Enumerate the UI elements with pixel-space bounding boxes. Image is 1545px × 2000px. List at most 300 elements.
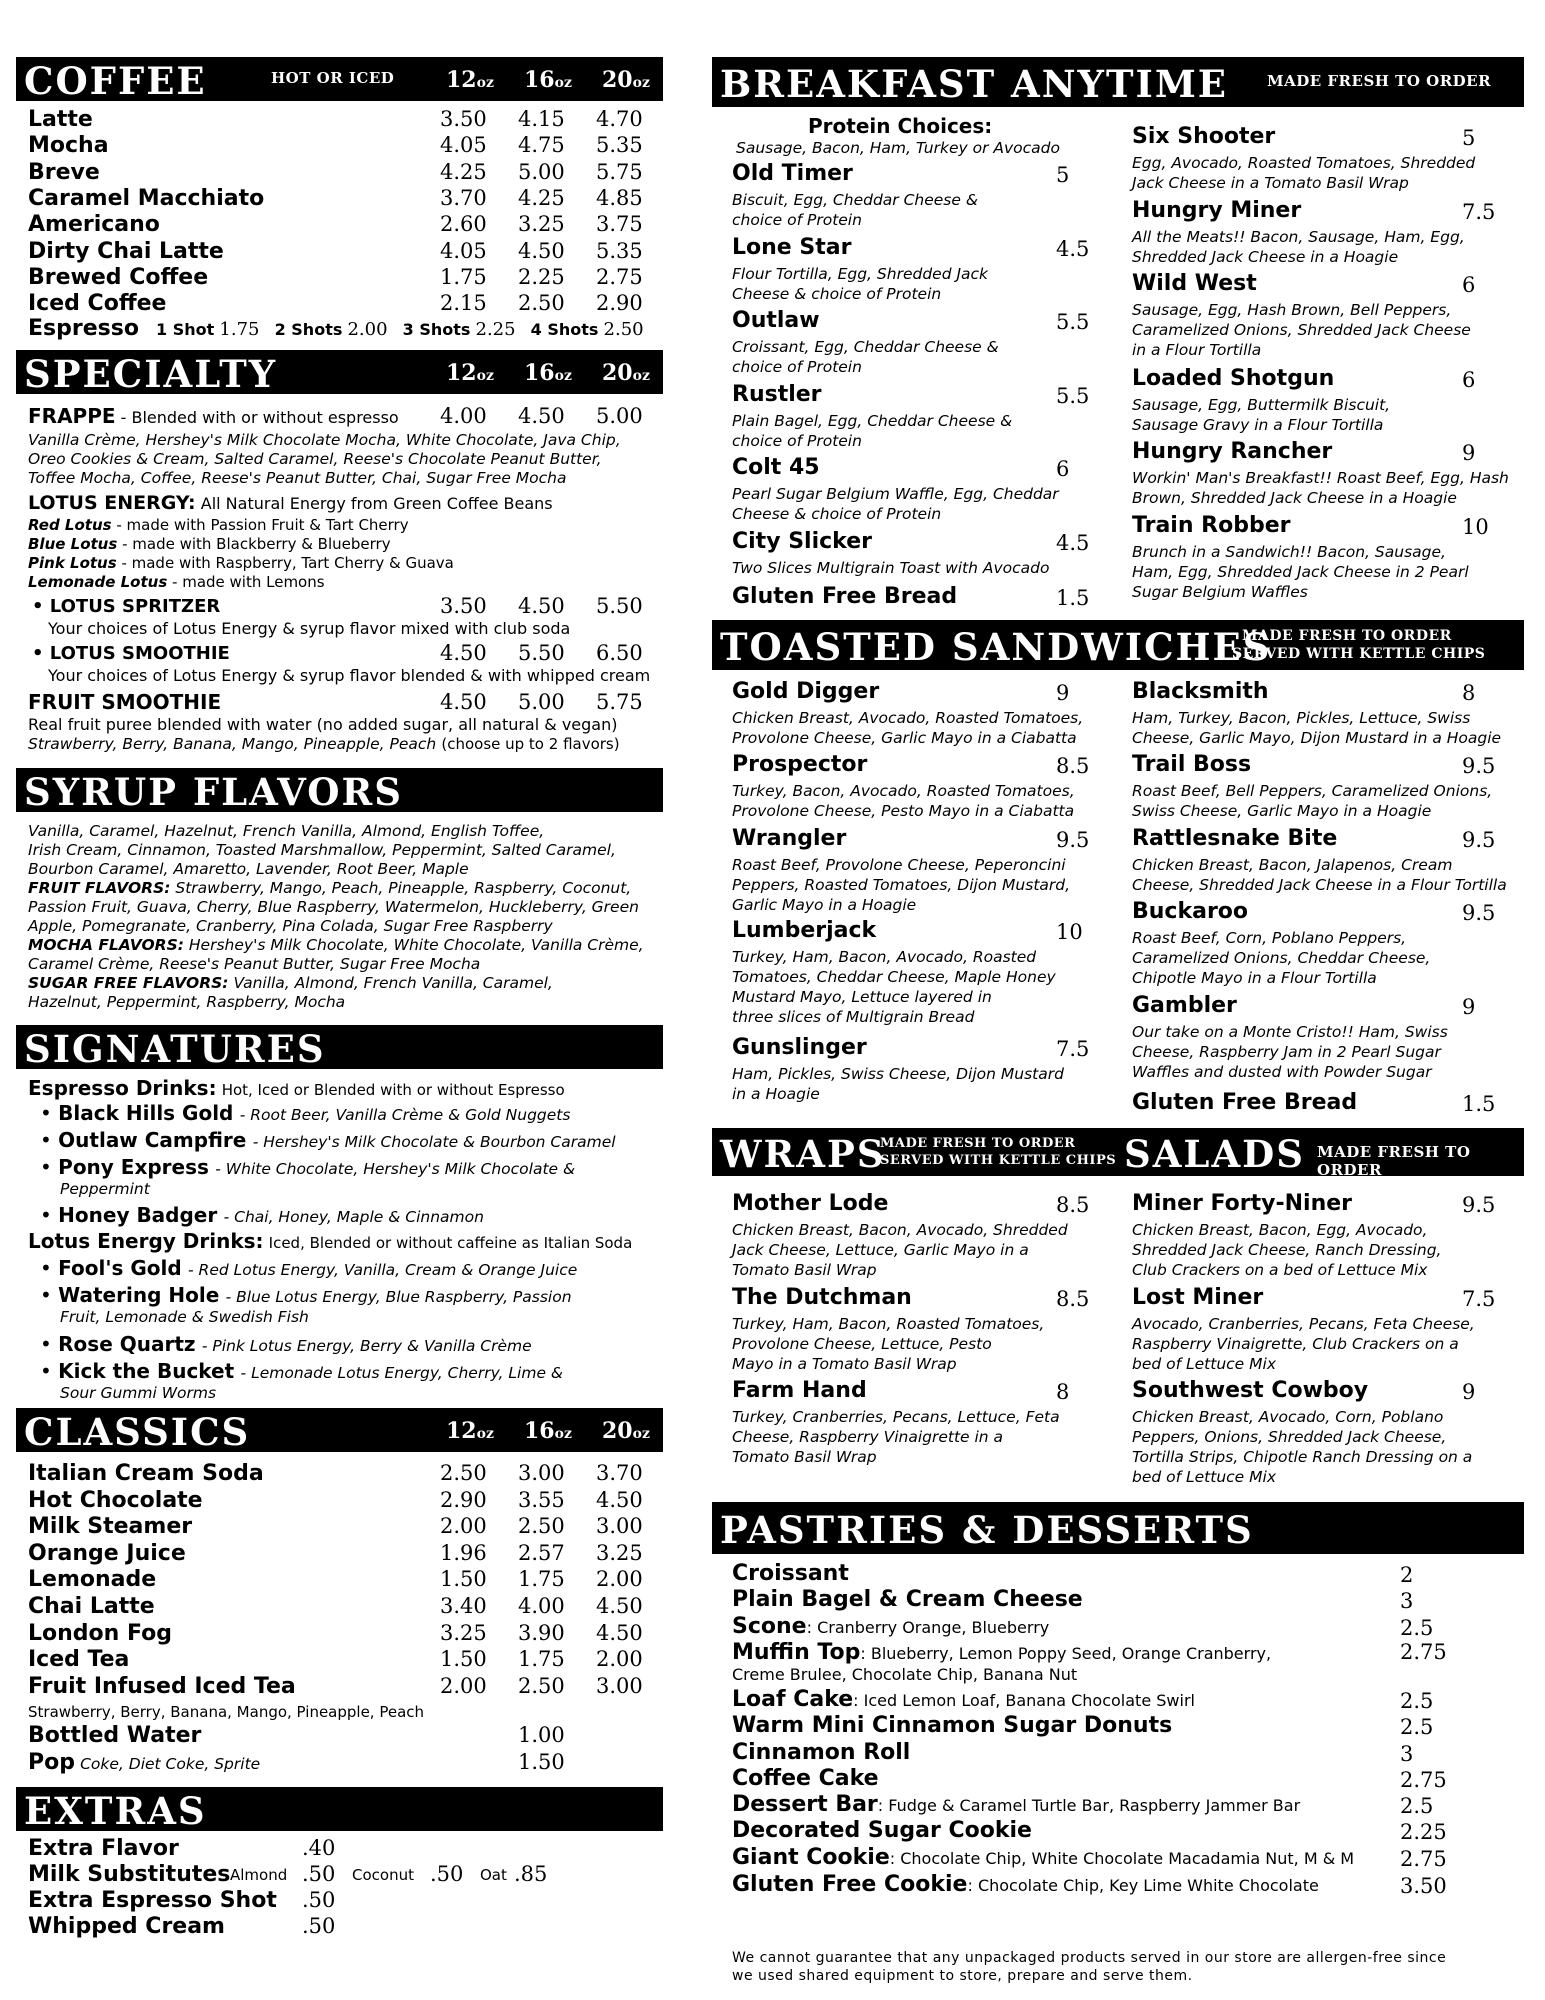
outlaw-campfire-name: Outlaw Campfire [58,1128,247,1152]
breakfast-gluten-free-price: 1.5 [1056,586,1090,610]
sugar-free-2: Hazelnut, Peppermint, Raspberry, Mocha [28,993,346,1011]
fruit-flavors-2: Passion Fruit, Guava, Cherry, Blue Raspberry, Watermelon, Huckleberry, Green [28,898,639,916]
fruit-smoothie-name: FRUIT SMOOTHIE [28,690,222,714]
almond-label: Almond [230,1866,288,1884]
outlaw-campfire-desc: - Hershey's Milk Chocolate & Bourbon Caramel [252,1133,616,1151]
menu-item-name: Blacksmith [1132,679,1269,704]
classics-item-price: 1.50 [440,1647,487,1672]
fruit-flavors [28,879,631,897]
pastry-item [732,1818,1032,1843]
pastry-item [732,1740,910,1765]
lotus-smoothie-name: • LOTUS SMOOTHIE [32,643,230,664]
espresso-4shot-price: 2.50 [603,319,644,340]
classics-item-name: Iced Tea [28,1647,130,1673]
almond-price: .50 [302,1862,336,1886]
menu-item-name: Buckaroo [1132,899,1249,924]
espresso-row [28,316,644,341]
oat-price: .85 [514,1862,548,1886]
menu-item-price: 6 [1462,368,1476,392]
menu-item-name: Train Robber [1132,513,1291,538]
coffee-item-name: Mocha [28,133,109,159]
menu-item-price: 8.5 [1056,1287,1090,1311]
breakfast-header [712,57,1524,107]
coffee-item-price: 4.05 [440,238,487,263]
extra-flavor-name: Extra Flavor [28,1836,179,1861]
menu-item-name: Southwest Cowboy [1132,1378,1369,1403]
coffee-item-price: 4.50 [518,238,565,263]
size-16: 16oz [524,67,572,93]
coffee-item-price: 5.75 [596,159,643,184]
pastry-item-name: Plain Bagel & Cream Cheese [732,1587,1083,1612]
extras-title: EXTRAS [24,1789,207,1833]
coffee-item-price: 3.50 [440,107,487,131]
mocha-flavors-2: Caramel Crème, Reese's Peanut Butter, Sugar Free Mocha [28,955,481,973]
size-20: 20oz [602,67,650,93]
milk-substitutes-name: Milk Substitutes [28,1862,231,1887]
extra-flavor-price: .40 [302,1836,336,1860]
classics-item-price: 2.50 [518,1514,565,1539]
pastry-item [732,1561,849,1586]
menu-item-name: Hungry Rancher [1132,439,1333,464]
menu-item-desc: Tortilla Strips, Chipotle Ranch Dressing on a [1132,1448,1473,1466]
allergen-disclaimer-2: we used shared equipment to store, prepare and serve them. [732,1968,1193,1984]
classics-item-price: 4.50 [596,1594,643,1618]
classics-item-price: 1.50 [440,1567,487,1592]
pastry-item-name: Dessert Bar [732,1792,878,1817]
syrup-header [16,768,663,812]
menu-item-desc: Tomatoes, Cheddar Cheese, Maple Honey [732,968,1056,986]
menu-item-desc: Club Crackers on a bed of Lettuce Mix [1132,1261,1428,1279]
menu-item-desc: choice of Protein [732,358,862,376]
coffee-item-name: Americano [28,212,160,238]
sig-pony-express [40,1155,575,1179]
sugar-free-flavors [28,974,553,992]
menu-item-name: City Slicker [732,529,872,554]
coffee-item-name: Breve [28,159,100,185]
menu-item-price: 7.5 [1462,200,1496,224]
classics-item-price: 2.00 [440,1514,487,1539]
sig-fools-gold [40,1256,577,1280]
fruit-smoothie-flavors-row [28,734,620,753]
size-20: 20oz [602,360,650,386]
classics-item-price: 4.00 [518,1594,565,1618]
menu-item-price: 7.5 [1056,1037,1090,1061]
pastry-item [732,1713,1172,1738]
specialty-title: SPECIALTY [24,352,278,396]
menu-item-desc: Chicken Breast, Bacon, Avocado, Shredded [732,1221,1068,1239]
espresso-1shot: 1 Shot [156,320,215,339]
pop-row [28,1750,260,1775]
menu-item-desc: Ham, Turkey, Bacon, Pickles, Lettuce, Swiss [1132,709,1471,727]
sandwich-gluten-free-name: Gluten Free Bread [1132,1090,1358,1115]
menu-item-name: Lone Star [732,235,852,260]
lotus-smoothie-desc: Your choices of Lotus Energy & syrup flavor blended & with whipped cream [48,666,651,685]
pastry-item-name: Gluten Free Cookie [732,1872,968,1897]
pastry-item [732,1687,1195,1712]
classics-item-name: Italian Cream Soda [28,1461,264,1486]
pastry-item-desc: : Cranberry Orange, Blueberry [806,1618,1050,1637]
watering-hole-name: Watering Hole [58,1283,220,1307]
coffee-item-name: Caramel Macchiato [28,185,265,211]
pastry-item-name: Decorated Sugar Cookie [732,1818,1032,1843]
coffee-item-price: 4.05 [440,133,487,158]
lemonade-lotus [28,573,325,591]
coffee-note: HOT OR ICED [271,69,395,87]
menu-item-price: 9 [1462,441,1476,465]
classics-item-price: 3.25 [440,1620,487,1645]
classics-item-price: 2.57 [518,1540,565,1565]
pastry-item-name: Warm Mini Cinnamon Sugar Donuts [732,1713,1173,1738]
espresso-name: Espresso [28,316,139,341]
pop-name: Pop [28,1750,75,1775]
pastry-item-price: 2.75 [1400,1768,1447,1792]
menu-item-desc: Avocado, Cranberries, Pecans, Feta Cheese, [1132,1315,1475,1333]
menu-item-desc: in a Hoagie [732,1085,820,1103]
menu-item-desc: choice of Protein [732,211,862,229]
frappe-flavors-2: Oreo Cookies & Cream, Salted Caramel, Reese's Chocolate Peanut Butter, [28,450,602,468]
watering-hole-desc: - Blue Lotus Energy, Blue Raspberry, Passion [225,1288,572,1306]
rose-quartz-name: Rose Quartz [58,1332,196,1356]
fruit-smoothie-flavors: Strawberry, Berry, Banana, Mango, Pineapple, Peach [28,735,437,753]
pastry-item-name: Muffin Top [732,1640,861,1665]
menu-item-desc: Provolone Cheese, Lettuce, Pesto [732,1335,992,1353]
menu-item-desc: Caramelized Onions, Cheddar Cheese, [1132,949,1431,967]
classics-item-price: 2.00 [596,1567,643,1592]
syrup-line-3: Bourbon Caramel, Amaretto, Lavender, Root Beer, Maple [28,860,469,878]
coffee-item-price: 4.15 [518,107,565,131]
pastry-item-name: Scone [732,1614,807,1639]
espresso-2shot: 2 Shots [274,320,343,339]
menu-item-price: 9 [1462,1380,1476,1404]
pony-express-desc: - White Chocolate, Hershey's Milk Chocolate & [215,1160,576,1178]
pastry-item [732,1640,1271,1665]
espresso-drinks [28,1076,565,1100]
pastry-item-name: Coffee Cake [732,1766,879,1791]
menu-item-price: 5 [1462,126,1476,150]
menu-item-name: Wild West [1132,271,1257,296]
coffee-item-price: 3.75 [596,212,643,237]
syrup-line-2: Irish Cream, Cinnamon, Toasted Marshmallow, Peppermint, Salted Caramel, [28,841,616,859]
menu-item-name: Old Timer [732,161,853,186]
pastry-item-price: 2.25 [1400,1820,1447,1844]
frappe-flavors-3: Toffee Mocha, Coffee, Reese's Peanut Butter, Chai, Sugar Free Mocha [28,469,567,487]
coffee-item-price: 4.75 [518,133,565,158]
classics-item-price: 3.00 [596,1673,643,1698]
frappe-price-12: 4.00 [440,404,487,428]
menu-item-desc: Cheese, Raspberry Jam in 2 Pearl Sugar [1132,1043,1441,1061]
menu-item-name: Six Shooter [1132,124,1276,149]
menu-item-desc: Brown, Shredded Jack Cheese in a Hoagie [1132,489,1457,507]
menu-item-price: 8.5 [1056,1193,1090,1217]
menu-item-desc: Waffles and dusted with Powder Sugar [1132,1063,1432,1081]
lotus-energy-name: LOTUS ENERGY: [28,492,196,514]
menu-item-desc: Sausage Gravy in a Flour Tortilla [1132,416,1384,434]
classics-item-price: 4.50 [596,1487,643,1512]
blue-lotus [28,535,391,553]
menu-item-desc: Raspberry Vinaigrette, Club Crackers on a [1132,1335,1459,1353]
pastry-item-name: Cinnamon Roll [732,1740,911,1765]
classics-item-name: Hot Chocolate [28,1487,203,1513]
extra-shot-price: .50 [302,1888,336,1912]
classics-item-price: 1.75 [518,1647,565,1672]
pastries-title: PASTRIES & DESSERTS [720,1508,1254,1552]
syrup-line-1: Vanilla, Caramel, Hazelnut, French Vanilla, Almond, English Toffee, [28,822,545,840]
menu-item-desc: Workin' Man's Breakfast!! Roast Beef, Egg, Hash [1132,469,1509,487]
extra-shot-name: Extra Espresso Shot [28,1888,277,1913]
coffee-item-name: Iced Coffee [28,291,167,317]
signatures-header [16,1025,663,1069]
menu-item-name: Wrangler [732,826,847,851]
menu-item-desc: Chicken Breast, Bacon, Jalapenos, Cream [1132,856,1453,874]
kick-the-bucket-desc: - Lemonade Lotus Energy, Cherry, Lime & [240,1364,563,1382]
pink-lotus-name: Pink Lotus [28,554,117,572]
classics-item-price: 2.90 [440,1487,487,1512]
menu-item-desc: Cheese & choice of Protein [732,285,942,303]
coffee-item-price: 4.25 [440,159,487,184]
frappe-price-20: 5.00 [596,404,643,428]
menu-item-desc: Caramelized Onions, Shredded Jack Cheese [1132,321,1471,339]
fools-gold-name: Fool's Gold [58,1256,182,1280]
lotus-energy-desc: All Natural Energy from Green Coffee Beans [200,494,553,513]
menu-item-desc: Jack Cheese in a Tomato Basil Wrap [1132,174,1409,192]
sugar-free-heading: SUGAR FREE FLAVORS: [28,974,229,992]
lotus-drinks-desc: Iced, Blended or without caffeine as Italian Soda [268,1234,633,1252]
lotus-drinks-heading: Lotus Energy Drinks: [28,1229,264,1253]
classics-header [16,1408,663,1452]
menu-item-desc: Chipotle Mayo in a Flour Tortilla [1132,969,1377,987]
menu-item-name: Gambler [1132,993,1237,1018]
espresso-drinks-heading: Espresso Drinks: [28,1076,217,1100]
menu-item-desc: in a Flour Tortilla [1132,341,1262,359]
pastry-item-price: 2 [1400,1563,1414,1587]
lemonade-lotus-name: Lemonade Lotus [28,573,168,591]
coffee-item-price: 5.35 [596,133,643,158]
classics-item-name: Lemonade [28,1567,157,1593]
espresso-3shot-price: 2.25 [475,319,516,340]
frappe-name: FRAPPE [28,404,116,428]
pastry-item-desc: : Chocolate Chip, White Chocolate Macadamia Nut, M & M [889,1849,1355,1868]
menu-item-desc: Cheese & choice of Protein [732,505,942,523]
classics-item-price: 3.25 [596,1540,643,1565]
menu-item-name: Miner Forty-Niner [1132,1191,1352,1216]
coffee-item-price: 2.60 [440,212,487,237]
frappe-price-16: 4.50 [518,404,565,428]
menu-item-desc: Roast Beef, Bell Peppers, Caramelized Onions, [1132,782,1493,800]
menu-item-desc: bed of Lettuce Mix [1132,1355,1276,1373]
sig-rose-quartz [40,1332,532,1356]
coffee-item-price: 1.75 [440,264,487,289]
classics-item-price: 1.96 [440,1540,487,1565]
menu-item-price: 5 [1056,163,1070,187]
menu-item-name: Rattlesnake Bite [1132,826,1338,851]
menu-item-desc: Pearl Sugar Belgium Waffle, Egg, Cheddar [732,485,1059,503]
classics-item-price: 2.50 [440,1461,487,1485]
menu-item-price: 9.5 [1462,901,1496,925]
menu-item-desc: Chicken Breast, Bacon, Egg, Avocado, [1132,1221,1428,1239]
menu-item-name: Mother Lode [732,1191,889,1216]
menu-item-price: 9.5 [1056,828,1090,852]
coffee-item-price: 5.00 [518,159,565,184]
wraps-note-2: SERVED WITH KETTLE CHIPS [880,1153,1117,1168]
sig-honey-badger [40,1203,484,1227]
size-12: 12oz [446,67,494,93]
fruit-smoothie-choose: (choose up to 2 flavors) [441,735,620,753]
allergen-disclaimer-1: We cannot guarantee that any unpackaged products served in our store are allergen-free since [732,1950,1447,1966]
menu-item-name: Farm Hand [732,1378,867,1403]
menu-item-desc: Provolone Cheese, Pesto Mayo in a Ciabatta [732,802,1075,820]
menu-item-price: 5.5 [1056,384,1090,408]
menu-item-name: Outlaw [732,308,820,333]
pastry-item [732,1792,1300,1817]
blue-lotus-name: Blue Lotus [28,535,118,553]
spritzer-price-16: 4.50 [518,594,565,618]
protein-choices-heading: Protein Choices: [808,114,993,138]
coffee-item-name: Dirty Chai Latte [28,238,224,264]
coffee-item-price: 3.25 [518,212,565,237]
pastry-item-desc: : Blueberry, Lemon Poppy Seed, Orange Cranberry, [860,1644,1272,1663]
coffee-item-price: 2.50 [518,291,565,316]
red-lotus-desc: - made with Passion Fruit & Tart Cherry [116,516,409,534]
pastry-item [732,1614,1049,1639]
smoothie-price-16: 5.50 [518,641,565,665]
iced-tea-flavors: Strawberry, Berry, Banana, Mango, Pineapple, Peach [28,1703,425,1721]
fruit-smoothie-price-12: 4.50 [440,690,487,714]
menu-item-desc: Mustard Mayo, Lettuce layered in [732,988,992,1006]
mocha-flavors-heading: MOCHA FLAVORS: [28,936,184,954]
oat-label: Oat [480,1866,507,1884]
menu-item-desc: Tomato Basil Wrap [732,1261,877,1279]
menu-item-desc: Roast Beef, Provolone Cheese, Peperoncini [732,856,1066,874]
coffee-item-name: Brewed Coffee [28,264,209,290]
watering-hole-desc-2: Fruit, Lemonade & Swedish Fish [60,1308,309,1326]
protein-choices-desc: Sausage, Bacon, Ham, Turkey or Avocado [736,139,1060,157]
salads-title: SALADS [1124,1132,1305,1176]
menu-item-price: 9 [1056,681,1070,705]
classics-item-price: 3.70 [596,1461,643,1485]
menu-item-desc: Shredded Jack Cheese in a Hoagie [1132,248,1399,266]
coffee-item-price: 2.90 [596,291,643,316]
lotus-energy-drinks [28,1229,632,1253]
menu-item-price: 9 [1462,995,1476,1019]
smoothie-price-12: 4.50 [440,641,487,665]
menu-item-desc: Cheese, Garlic Mayo, Dijon Mustard in a Hoagie [1132,729,1502,747]
classics-item-price: 3.00 [596,1514,643,1539]
menu-item-desc: All the Meats!! Bacon, Sausage, Ham, Egg, [1132,228,1465,246]
menu-item-desc: Peppers, Onions, Shredded Jack Cheese, [1132,1428,1447,1446]
lotus-spritzer-desc: Your choices of Lotus Energy & syrup flavor mixed with club soda [48,619,571,638]
menu-item-desc: Turkey, Cranberries, Pecans, Lettuce, Feta [732,1408,1060,1426]
size-16: 16oz [524,360,572,386]
menu-item-name: Loaded Shotgun [1132,366,1335,391]
breakfast-title: BREAKFAST ANYTIME [720,62,1228,106]
classics-item-price: 3.90 [518,1620,565,1645]
fools-gold-desc: - Red Lotus Energy, Vanilla, Cream & Orange Juice [188,1261,578,1279]
menu-item-price: 4.5 [1056,531,1090,555]
wraps-salads-header [712,1128,1524,1179]
menu-item-name: Trail Boss [1132,752,1252,777]
mocha-flavors-1: Hershey's Milk Chocolate, White Chocolate, Vanilla Crème, [188,936,644,954]
pastry-item-price: 2.75 [1400,1640,1447,1664]
frappe-flavors-1: Vanilla Crème, Hershey's Milk Chocolate Mocha, White Chocolate, Java Chip, [28,431,621,449]
sandwiches-title: TOASTED SANDWICHES [720,625,1272,669]
menu-item-name: Gold Digger [732,679,880,704]
menu-item-desc: Brunch in a Sandwich!! Bacon, Sausage, [1132,543,1446,561]
pastries-header [712,1502,1524,1554]
black-hills-gold-desc: - Root Beer, Vanilla Crème & Gold Nuggets [239,1106,571,1124]
pop-price: 1.50 [518,1750,565,1774]
pastry-item [732,1587,1083,1612]
menu-item-name: Hungry Miner [1132,198,1302,223]
coffee-item-price: 2.15 [440,291,487,316]
classics-item-price: 1.75 [518,1567,565,1592]
classics-item-price: 2.50 [518,1673,565,1698]
frappe-desc: - Blended with or without espresso [120,408,399,427]
kick-the-bucket-name: Kick the Bucket [58,1359,235,1383]
menu-item-desc: Turkey, Ham, Bacon, Roasted Tomatoes, [732,1315,1045,1333]
menu-item-desc: Chicken Breast, Avocado, Corn, Poblano [1132,1408,1444,1426]
menu-item-desc: bed of Lettuce Mix [1132,1468,1276,1486]
pink-lotus-desc: - made with Raspberry, Tart Cherry & Guava [121,554,454,572]
menu-item-price: 9.5 [1462,1193,1496,1217]
pop-desc: Coke, Diet Coke, Sprite [80,1755,261,1773]
pastry-item-price: 2.5 [1400,1715,1434,1739]
pastry-item [732,1845,1354,1870]
sig-black-hills-gold [40,1101,570,1125]
espresso-4shot: 4 Shots [530,320,599,339]
fruit-smoothie-price-16: 5.00 [518,690,565,714]
black-hills-gold-name: Black Hills Gold [58,1101,234,1125]
menu-item-price: 7.5 [1462,1287,1496,1311]
menu-item-desc: three slices of Multigrain Bread [732,1008,975,1026]
menu-item-price: 6 [1462,273,1476,297]
menu-item-desc: Sausage, Egg, Hash Brown, Bell Peppers, [1132,301,1452,319]
classics-item-price: 2.00 [440,1673,487,1698]
lotus-spritzer-name: • LOTUS SPRITZER [32,596,220,617]
sandwiches-note-1: MADE FRESH TO ORDER [1242,628,1452,644]
syrup-title: SYRUP FLAVORS [24,770,403,814]
signatures-title: SIGNATURES [24,1027,326,1071]
salads-note: MADE FRESH TO ORDER [1317,1143,1471,1179]
fruit-smoothie-desc: Real fruit puree blended with water (no added sugar, all natural & vegan) [28,715,618,734]
pastry-item-price: 2.75 [1400,1847,1447,1871]
menu-item-name: Lumberjack [732,918,877,943]
pony-express-name: Pony Express [58,1155,209,1179]
menu-item-price: 10 [1462,515,1489,539]
spritzer-price-20: 5.50 [596,594,643,618]
menu-item-desc: Peppers, Roasted Tomatoes, Dijon Mustard, [732,876,1071,894]
blue-lotus-desc: - made with Blackberry & Blueberry [122,535,391,553]
menu-item-name: The Dutchman [732,1285,912,1310]
pastry-item-price: 2.5 [1400,1689,1434,1713]
classics-item-name: Milk Steamer [28,1514,193,1540]
menu-item-desc: Provolone Cheese, Garlic Mayo in a Ciabatta [732,729,1077,747]
coffee-item-price: 5.35 [596,238,643,263]
rose-quartz-desc: - Pink Lotus Energy, Berry & Vanilla Crème [201,1337,532,1355]
menu-item-desc: Sugar Belgium Waffles [1132,583,1308,601]
pastry-item-desc-2: Creme Brulee, Chocolate Chip, Banana Nut [732,1665,1078,1684]
menu-item-desc: Roast Beef, Corn, Poblano Peppers, [1132,929,1407,947]
fruit-flavors-1: Strawberry, Mango, Peach, Pineapple, Raspberry, Coconut, [175,879,632,897]
pastry-item-desc: : Iced Lemon Loaf, Banana Chocolate Swirl [853,1691,1195,1710]
pastry-item [732,1766,879,1791]
coffee-item-price: 2.25 [518,264,565,289]
classics-item-price: 3.55 [518,1487,565,1512]
pastry-item-price: 2.5 [1400,1616,1434,1640]
size-16: 16oz [524,1418,572,1444]
frappe-row [28,404,399,428]
menu-item-desc: Croissant, Egg, Cheddar Cheese & [732,338,999,356]
menu-item-price: 10 [1056,920,1083,944]
